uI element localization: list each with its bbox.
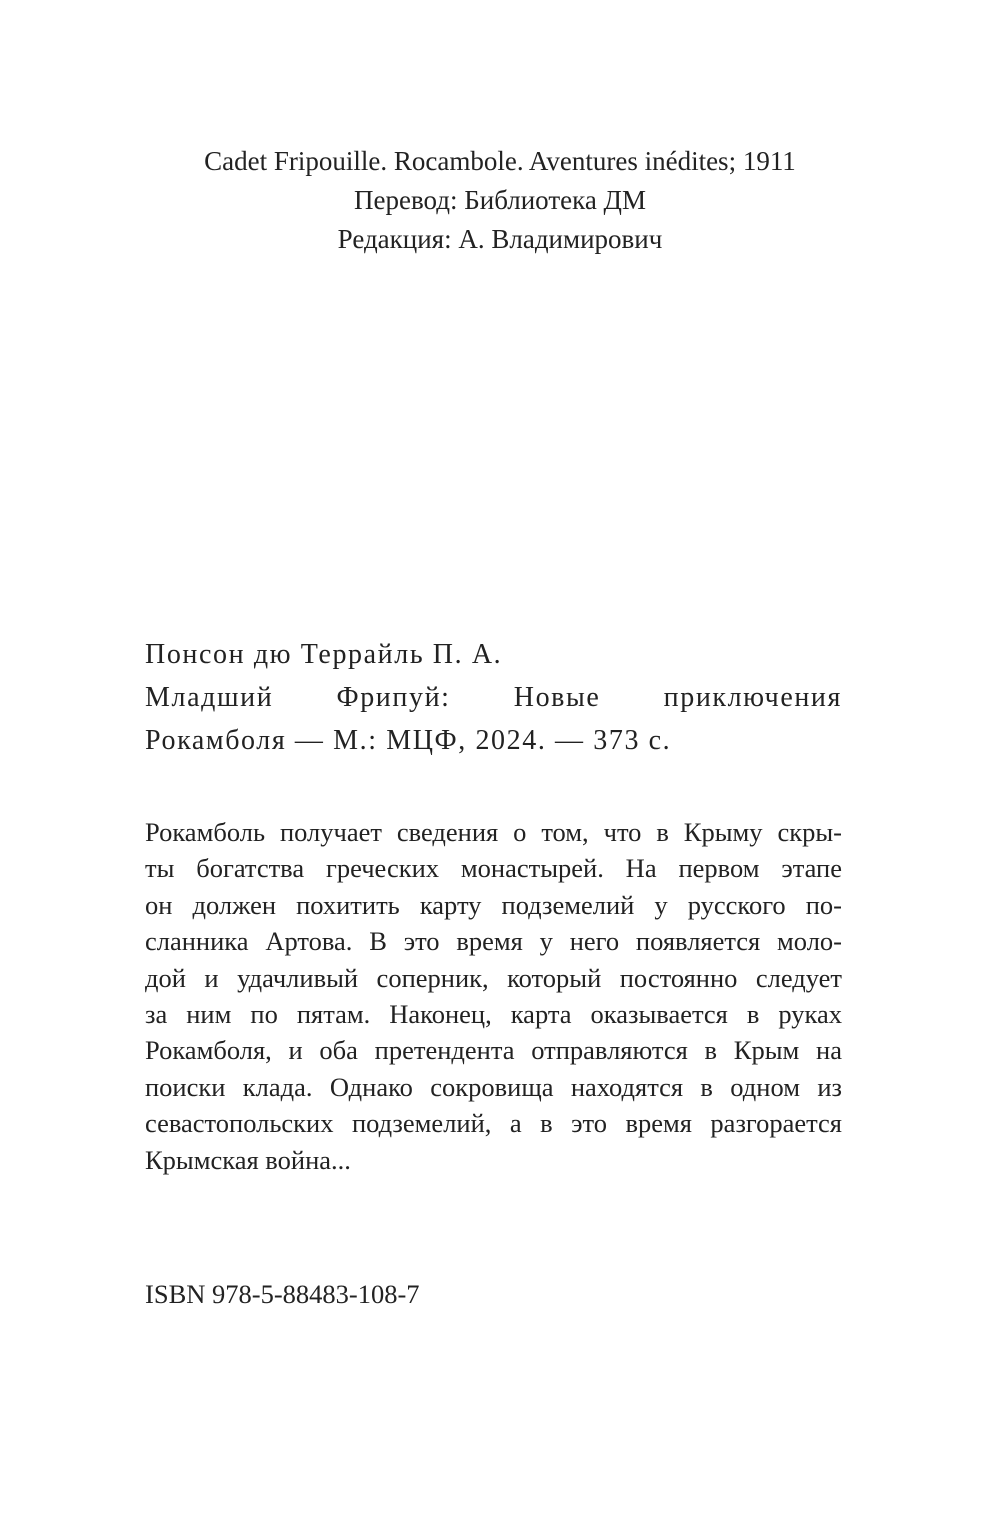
- annotation-line: поиски клада. Однако сокровища находятся в одном из: [145, 1071, 842, 1102]
- biblio-line-title: Младший Фрипуй: Новые приключения: [145, 682, 842, 713]
- bibliographic-record: [145, 633, 842, 762]
- annotation-line: сланника Артова. В это время у него появляется моло-: [145, 926, 842, 957]
- biblio-line-author: Понсон дю Террайль П. А.: [145, 639, 503, 670]
- biblio-line-publisher: Рокамболя — М.: МЦФ, 2024. — 373 с.: [145, 725, 672, 756]
- isbn-number: ISBN 978-5-88483-108-7: [145, 1279, 420, 1309]
- annotation-paragraph: [145, 814, 842, 1178]
- annotation-line: Рокамболя, и оба претендента отправляются в Крым на: [145, 1035, 842, 1066]
- translation-credit: Перевод: Библиотека ДМ: [354, 185, 646, 215]
- credits-block: [0, 142, 1000, 259]
- annotation-line: Рокамболь получает сведения о том, что в Крыму скры-: [145, 817, 842, 847]
- original-title: Cadet Fripouille. Rocambole. Aventures inédites; 1911: [204, 146, 796, 176]
- annotation-line: севастопольских подземелий, а в это время разгорается: [145, 1108, 842, 1139]
- annotation-line: Крымская война...: [145, 1144, 351, 1175]
- editor-credit: Редакция: А. Владимирович: [337, 224, 663, 254]
- annotation-line: дой и удачливый соперник, который постоянно следует: [145, 962, 842, 993]
- annotation-line: он должен похитить карту подземелий у русского по-: [145, 889, 842, 920]
- annotation-line: за ним по пятам. Наконец, карта оказывается в руках: [145, 999, 842, 1030]
- annotation-line: ты богатства греческих монастырей. На первом этапе: [145, 853, 842, 884]
